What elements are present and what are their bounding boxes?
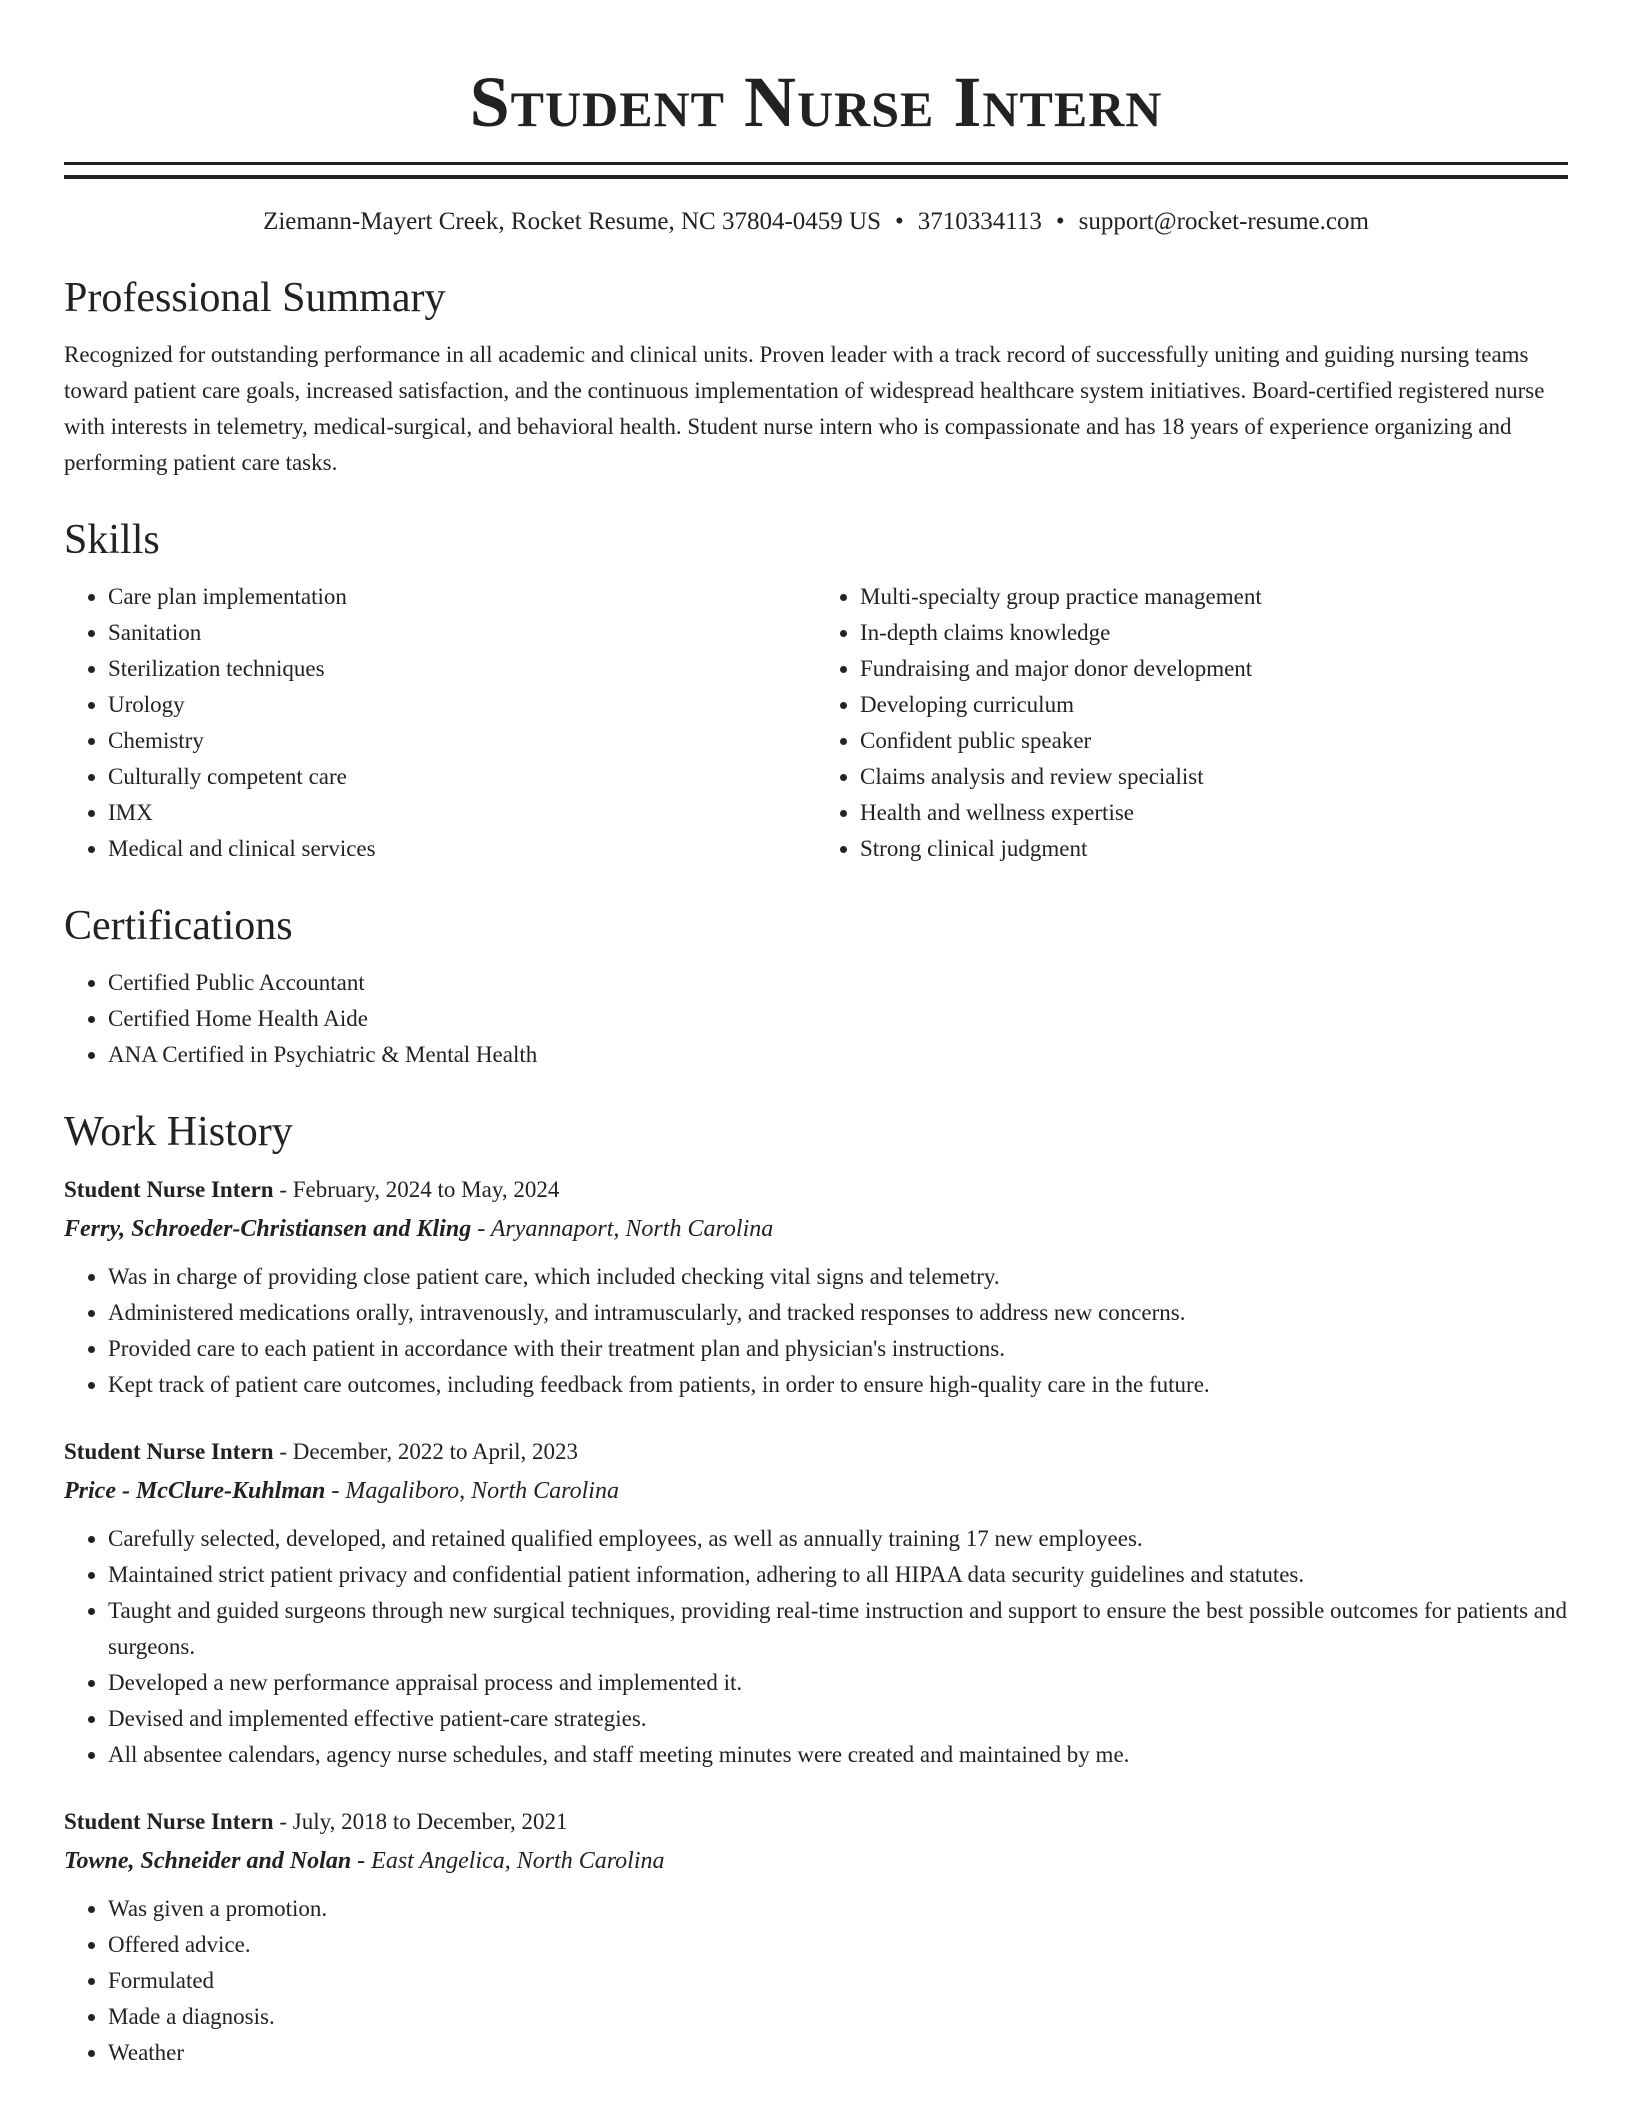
job-location: Aryannaport, North Carolina [490,1216,774,1242]
skill-item: • Sanitation [108,615,816,651]
skill-item: • Care plan implementation [108,579,816,615]
job-dates: February, 2024 to May, 2024 [292,1177,560,1202]
job-bullet: • Formulated [108,1963,1568,1999]
contact-separator: • [895,208,904,235]
resume-name: Student Nurse Intern [469,62,1163,142]
job-entry [64,1803,1568,2071]
skill-item: • Fundraising and major donor development [860,651,1568,687]
skill-item: • Multi-specialty group practice management [860,579,1568,615]
job-company: Ferry, Schroeder-Christiansen and Kling [64,1216,472,1242]
job-bullets [64,1259,1568,1403]
certification-item: • Certified Public Accountant [108,965,1568,1001]
job-bullet: • Taught and guided surgeons through new surgical techniques, providing real-time instruction and support to ensure the best possible outcomes for patients and surgeons. [108,1593,1568,1665]
header-double-rule [64,162,1568,179]
skill-item: • In-depth claims knowledge [860,615,1568,651]
summary-text: Recognized for outstanding performance in all academic and clinical units. Proven leader with a track record of successfully uniting and guiding nursing teams toward patient care goals, increased satisfaction, and the continuous implementation of widespread healthcare system initiatives. Board-certified registered nurse with interests in telemetry, medical-surgical, and behavioral health. Student nurse intern who is compassionate and has 18 years of experience organizing and performing patient care tasks. [64,342,1545,475]
job-title: Student Nurse Intern [64,1809,274,1834]
skill-item: • Medical and clinical services [108,831,816,867]
skill-item: • Claims analysis and review specialist [860,759,1568,795]
skills-columns [64,579,1568,867]
job-bullet: • Maintained strict patient privacy and confidential patient information, adhering to all HIPAA data security guidelines and statutes. [108,1557,1568,1593]
work-history-heading: Work History [64,1109,293,1155]
skill-item: • Culturally competent care [108,759,816,795]
certification-item: • Certified Home Health Aide [108,1001,1568,1037]
skill-item: • IMX [108,795,816,831]
skill-item: • Confident public speaker [860,723,1568,759]
job-dates: July, 2018 to December, 2021 [292,1809,568,1834]
contact-line [64,205,1568,239]
job-location: East Angelica, North Carolina [371,1848,665,1874]
job-bullet: • Was in charge of providing close patient care, which included checking vital signs and telemetry. [108,1259,1568,1295]
job-title: Student Nurse Intern [64,1177,274,1202]
job-bullet: • All absentee calendars, agency nurse schedules, and staff meeting minutes were created and maintained by me. [108,1737,1568,1773]
job-bullet: • Administered medications orally, intravenously, and intramuscularly, and tracked responses to address new concerns. [108,1295,1568,1331]
contact-address: Ziemann-Mayert Creek, Rocket Resume, NC 37804-0459 US [263,208,882,235]
skill-item: • Developing curriculum [860,687,1568,723]
job-company: Towne, Schneider and Nolan [64,1848,352,1874]
job-bullet: • Developed a new performance appraisal process and implemented it. [108,1665,1568,1701]
skill-item: • Strong clinical judgment [860,831,1568,867]
skill-item: • Sterilization techniques [108,651,816,687]
summary-heading: Professional Summary [64,275,446,321]
certifications-list [64,965,1568,1073]
skill-item: • Chemistry [108,723,816,759]
job-bullet: • Kept track of patient care outcomes, including feedback from patients, in order to ensure high-quality care in the future. [108,1367,1568,1403]
contact-separator: • [1055,208,1065,235]
skills-list-left [64,579,816,867]
contact-phone: 3710334113 [917,208,1042,235]
job-company-line: Ferry, Schroeder-Christiansen and Kling - Aryannaport, North Carolina [64,1216,774,1242]
job-bullet: • Was given a promotion. [108,1891,1568,1927]
skills-list-right [816,579,1568,867]
skills-heading: Skills [64,517,160,563]
job-bullets [64,1521,1568,1773]
job-company-line: Towne, Schneider and Nolan - East Angelica, North Carolina [64,1848,665,1874]
contact-email[interactable]: support@rocket-resume.com [1078,208,1369,235]
certifications-heading: Certifications [64,903,293,949]
job-title-line: Student Nurse Intern - February, 2024 to May, 2024 [64,1177,560,1202]
job-location: Magaliboro, North Carolina [345,1478,619,1504]
job-title: Student Nurse Intern [64,1439,274,1464]
job-bullet: • Provided care to each patient in accordance with their treatment plan and physician's instructions. [108,1331,1568,1367]
job-bullet: • Made a diagnosis. [108,1999,1568,2035]
job-title-line: Student Nurse Intern - July, 2018 to December, 2021 [64,1809,568,1834]
job-dates: December, 2022 to April, 2023 [292,1439,578,1464]
job-entry [64,1433,1568,1773]
skill-item: • Urology [108,687,816,723]
job-company-line: Price - McClure-Kuhlman - Magaliboro, North Carolina [64,1478,619,1504]
job-bullet: • Carefully selected, developed, and retained qualified employees, as well as annually training 17 new employees. [108,1521,1568,1557]
job-company: Price - McClure-Kuhlman [64,1478,326,1504]
job-bullet: • Weather [108,2035,1568,2071]
job-title-line: Student Nurse Intern - December, 2022 to April, 2023 [64,1439,578,1464]
resume-content [64,0,1568,2101]
job-entry [64,1171,1568,1403]
job-bullet: • Offered advice. [108,1927,1568,1963]
certification-item: • ANA Certified in Psychiatric & Mental Health [108,1037,1568,1073]
job-bullet: • Devised and implemented effective patient-care strategies. [108,1701,1568,1737]
skill-item: • Health and wellness expertise [860,795,1568,831]
job-bullets [64,1891,1568,2071]
